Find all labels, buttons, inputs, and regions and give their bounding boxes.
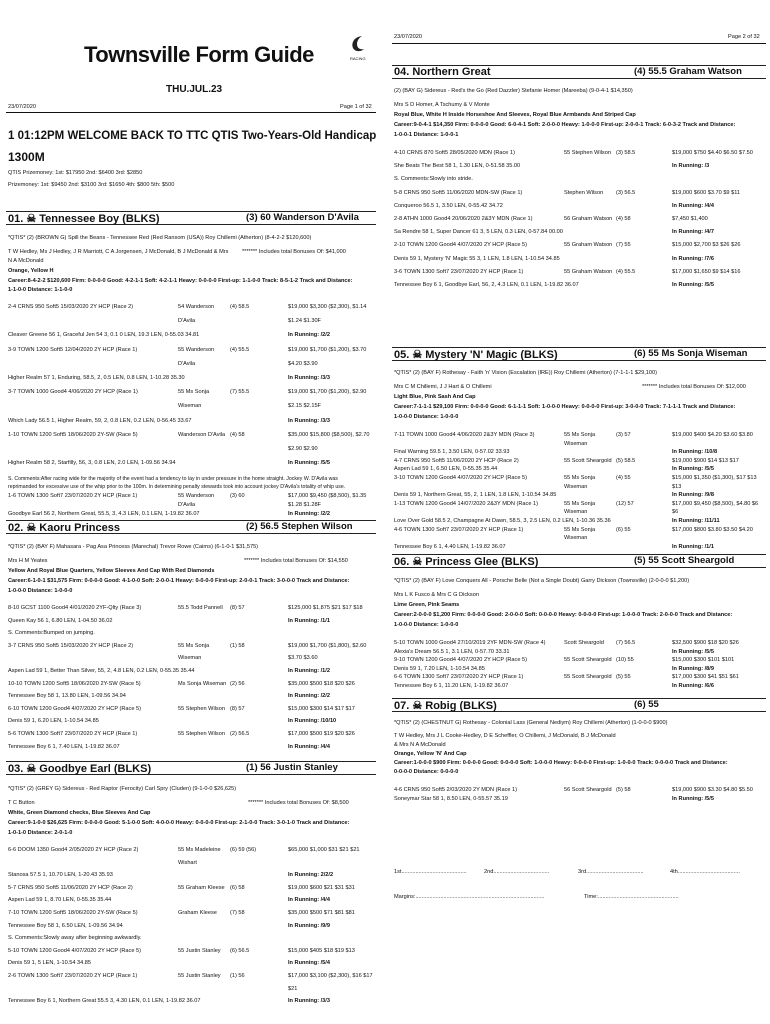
form-cell: (5) 55 — [616, 674, 631, 681]
first-place-field[interactable]: 1st.......................................... — [394, 869, 467, 875]
form-line: 2-4 CRNS 950 Soft5 15/03/2020 2Y HCP (Race 2) — [8, 304, 134, 310]
form-line: 3-7 TOWN 1000 Good4 4/06/2020 2Y HCP (Race 1) — [8, 389, 138, 396]
form-cell: 56 Scott Sheargold — [564, 787, 612, 793]
form-line: Denis 59 1, 7.20 LEN, 1-10.54 34.85 — [394, 665, 485, 672]
form-line: Conqueroo 56.5 1, 3.50 LEN, 0-55.42 34.72 — [394, 202, 503, 209]
form-cell: In Running: /5/4 — [288, 960, 330, 967]
form-cell: $125,000 $1,875 $21 $17 $18 — [288, 605, 363, 611]
form-cell: Ms Sonja Wiseman — [178, 680, 227, 687]
form-line: Aspen Lad 59 1, Better Than Silver, 55, 2, 4.8 LEN, 0.2 LEN, 0-55.35 35.44 — [8, 668, 195, 674]
form-line: Tennessee Boy 6 1, Northern Great 55.5 3, 4.30 LEN, 0.1 LEN, 1-19.82 36.07 — [8, 998, 201, 1005]
fourth-place-field[interactable]: 4th........................................ — [670, 869, 740, 875]
form-line: 7-10 TOWN 1200 Soft5 18/06/2020 2Y-SW (Race 5) — [8, 910, 138, 916]
form-cell: (6) 56.5 — [230, 947, 250, 954]
form-cell: D'Avila — [178, 318, 196, 325]
form-cell: 55 Ms Sonja — [178, 389, 210, 396]
form-cell: (4) 58 — [230, 431, 245, 438]
form-line: 6-6 DOOM 1350 Good4 2/05/2020 2Y HCP (Race 2) — [8, 847, 139, 853]
form-line: 6-10 TOWN 1200 Good4 4/07/2020 2Y HCP (Race 5) — [8, 705, 141, 712]
form-cell: 55 Stephen Wilson — [178, 731, 225, 737]
form-cell: In Running: /10/10 — [288, 718, 337, 725]
form-cell: 55 Justin Stanley — [178, 973, 221, 979]
form-line: S. Comments:Bumped on jumping. — [8, 630, 95, 637]
form-line: 3-7 CRNS 950 Soft5 15/03/2020 2Y HCP (Race 2) — [8, 642, 134, 649]
horse-career-cont: 1-0-0-0 Distance: 1-0-0-0 — [8, 588, 73, 594]
horse-rider: (4) 55.5 Graham Watson — [634, 66, 742, 77]
form-cell: 55 Scott Sheargold — [564, 674, 612, 681]
form-cell: (3) 60 — [230, 493, 245, 499]
form-line: Denis 59 1, Northern Great, 55, 2, 1 LEN, 1.8 LEN, 1-10.54 34.85 — [394, 492, 557, 499]
page-date: 23/07/2020 — [8, 104, 36, 110]
form-cell: $13 — [672, 483, 682, 490]
form-line: 2-10 TOWN 1200 Good4 4/07/2020 2Y HCP (Race 5) — [394, 242, 527, 249]
form-cell: (1) 56 — [230, 973, 245, 979]
horse-name: 07. ☠ Robig (BLKS) — [394, 700, 497, 712]
page-1 — [0, 0, 382, 1024]
logo-text: RACING — [350, 56, 366, 61]
form-cell: $15,000 $300 $101 $101 — [672, 657, 735, 664]
horse-career-cont: 1-0-1-0 Distance: 2-0-1-0 — [8, 830, 73, 836]
form-line: Tennessee Boy 6 1, 7.40 LEN, 1-19.82 36.07 — [8, 743, 120, 750]
form-cell: (8) 57 — [230, 705, 245, 712]
form-cell: (1) 58 — [230, 642, 245, 649]
form-cell: In Running: /1/1 — [288, 617, 330, 624]
third-place-field[interactable]: 3rd..................................... — [578, 869, 644, 875]
form-cell: $32,500 $900 $18 $20 $26 — [672, 640, 739, 646]
form-line: 3-6 TOWN 1300 Soft7 23/07/2020 2Y HCP (Race 1) — [394, 268, 524, 275]
horse-name: 05. ☠ Mystery 'N' Magic (BLKS) — [394, 349, 558, 361]
horse-rider: (6) 55 — [634, 699, 659, 710]
form-line: Goodbye Earl 56 2, Northern Great, 55.5, 3, 4.3 LEN, 0.1 LEN, 1-19.82 36.07 — [8, 511, 200, 517]
form-line: 10-10 TOWN 1200 Soft5 18/06/2020 2Y-SW (Race 5) — [8, 680, 141, 687]
horse-owners: T W Hedley, Mrs J L Cooke-Hedley, D E Scheffler, O Chillemi, J McDonald, B J McDonald — [394, 733, 616, 739]
form-cell: $19,000 $900 $3.30 $4.80 $5.50 — [672, 787, 753, 793]
horse-pedigree: *QTIS* (2) (GREY G) Sidereus - Red Raptor (Ferocity) Carl Spry (Cluden) (9-1-0-0 $26,625) — [8, 786, 237, 792]
form-line: 4-6 CRNS 950 Soft5 2/03/2020 2Y MDN (Race 1) — [394, 787, 518, 793]
form-cell: In Running: /3/3 — [288, 998, 330, 1005]
form-cell: $15,000 $2,700 $3 $26 $26 — [672, 242, 741, 249]
horse-colours: Light Blue, Pink Sash And Cap — [394, 394, 476, 400]
form-cell: $15,000 $1,350 ($1,300), $17 $13 — [672, 475, 757, 481]
form-cell: $17,000 $9,450 ($8,500), $1.35 — [288, 493, 367, 499]
form-cell: D'Avila — [178, 360, 196, 367]
horse-rider: (3) 60 Wanderson D'Avila — [246, 212, 359, 223]
form-line: Stanosa 57.5 1, 10.70 LEN, 1-20.43 35.93 — [8, 872, 113, 879]
form-line: Tennessee Boy 6 1, 11.20 LEN, 1-19.82 36.07 — [394, 683, 509, 689]
form-cell: $7,450 $1,400 — [672, 216, 708, 222]
form-line: 7-11 TOWN 1000 Good4 4/06/2020 2&3Y MDN (Race 3) — [394, 432, 535, 438]
form-line: Alexia's Dream 56.5 1, 3.1 LEN, 0-57.70 33.31 — [394, 648, 510, 655]
form-cell: (7) 56.5 — [616, 640, 636, 646]
form-cell: $17,000 $800 $3.80 $3.50 $4.20 — [672, 526, 753, 533]
form-cell: $35,000 $500 $18 $20 $26 — [288, 680, 355, 687]
horse-rider: (1) 56 Justin Stanley — [246, 762, 338, 773]
form-line: 5-6 TOWN 1300 Soft7 23/07/2020 2Y HCP (Race 1) — [8, 731, 138, 737]
form-line: 2-6 TOWN 1300 Soft7 23/07/2020 2Y HCP (Race 1) — [8, 973, 138, 979]
form-line: 4-10 CRNS 870 Soft5 28/05/2020 MDN (Race 1) — [394, 150, 515, 156]
form-line: Tennessee Boy 6 1, Goodbye Earl, 56, 2, 4.3 LEN, 0.1 LEN, 1-19.82 36.07 — [394, 282, 579, 288]
horse-bonus: ******* Includes total Bonuses Of: $12,000 — [642, 384, 746, 390]
horse-career-cont: 1-0-0-1 Distance: 1-0-0-1 — [394, 132, 459, 138]
form-cell: 55 Graham Kleese — [178, 884, 225, 891]
form-line: 9-10 TOWN 1200 Good4 4/07/2020 2Y HCP (Race 5) — [394, 657, 527, 664]
form-cell: In Running: /3 — [672, 163, 710, 170]
form-cell: In Running: /4/4 — [288, 743, 330, 750]
form-line: Love Over Gold 58.5 2, Champagne At Dawn, 58.5, 3, 2.5 LEN, 0.2 LEN, 1-10.36 35.36 — [394, 518, 611, 524]
prizemoney: Prizemoney: 1st: $9450 2nd: $3100 3rd: $1650 4th: $800 5th: $500 — [8, 182, 175, 188]
form-cell: Wiseman — [564, 535, 588, 542]
form-cell: 55 Scott Sheargold — [564, 657, 612, 664]
form-line: Sa Rendre 58 1, Super Dancer 61 3, 5 LEN, 0.3 LEN, 0-57.84 00.00 — [394, 229, 563, 236]
horse-owners: Mrs L K Fusco & Mrs C G Dickson — [394, 592, 479, 598]
form-cell: 55 Graham Watson — [564, 268, 613, 275]
form-line: 2-8 ATHN 1000 Good4 20/06/2020 2&3Y MDN (Race 1) — [394, 216, 533, 222]
form-cell: 55 Scott Sheargold — [564, 457, 612, 464]
horse-career: Career:2-0-0-0 $1,200 Firm: 0-0-0-0 Good: 2-0-0-0 Soft: 0-0-0-0 Heavy: 0-0-0-0 First-up: 1-0-0-0 Track: 2-0-0-0 Track and Distance: — [394, 612, 733, 618]
form-cell: (2) 56.5 — [230, 731, 250, 737]
form-cell: 55 Graham Watson — [564, 242, 613, 249]
steward-comment: S. Comments:After racing wide for the majority of the event had a tendency to lay in under pressure in the home straight. Jockey W. D'Avila was — [8, 476, 338, 482]
form-cell: (8) 57 — [230, 605, 245, 611]
horse-career-cont: 1-0-0-0 Distance: 1-0-0-0 — [394, 414, 459, 420]
page-2 — [388, 0, 770, 1024]
form-cell: $17,000 $1,650 $9 $14 $16 — [672, 268, 741, 275]
divider — [6, 112, 376, 113]
form-cell: (4) 55 — [616, 475, 631, 481]
form-cell: 55 Wanderson — [178, 346, 215, 353]
horse-career-cont: 1-0-0-0 Distance: 1-0-0-0 — [394, 622, 459, 628]
horse-owners-cont: N A McDonald — [8, 258, 44, 264]
form-cell: Wiseman — [178, 655, 202, 662]
horse-colours: Orange, Yellow H — [8, 268, 54, 274]
form-cell: 55.5 Todd Pannell — [178, 605, 223, 611]
horse-name: 04. Northern Great — [394, 66, 491, 78]
form-line: Tennessee Boy 58 1, 6.50 LEN, 1-09.56 34.94 — [8, 922, 123, 929]
form-cell: In Running: /1/1 — [672, 543, 714, 550]
form-cell: In Running: /5/5 — [672, 282, 714, 288]
horse-career: Career:1-0-0-0 $900 Firm: 0-0-0-0 Good: 0-0-0-0 Soft: 1-0-0-0 Heavy: 0-0-0-0 First-up: 1-0-0-0 Track: 0-0-0-0 Track and Distance: — [394, 760, 728, 766]
horse-name: 02. ☠ Kaoru Princess — [8, 522, 120, 534]
form-line: Higher Realm 57 1, Enduring, 58.5, 2, 0.5 LEN, 0.8 LEN, 1-10.28 35.30 — [8, 375, 185, 381]
horse-pedigree: *QTIS* (2) (BROWN G) Spill the Beans - Tennessee Red (Red Ransom (USA)) Roy Chillemi (Atherton) (8-4-2-2 $120,600) — [8, 235, 312, 241]
horse-colours: Lime Green, Pink Seams — [394, 602, 460, 608]
form-cell: (3) 57 — [616, 432, 631, 438]
horse-career: Career:9-1-0-0 $26,625 Firm: 0-0-0-0 Good: 5-1-0-0 Soft: 4-0-0-0 Heavy: 0-0-0-0 First-up: 2-1-0-0 Track: 3-0-1-0 Track and Distance: — [8, 820, 350, 826]
page-date: 23/07/2020 — [394, 34, 422, 40]
form-cell: $19,000 $400 $4.20 $3.60 $3.80 — [672, 432, 753, 438]
form-line: 5-10 TOWN 1200 Good4 4/07/2020 2Y HCP (Race 5) — [8, 947, 141, 954]
horse-bonus: ******* Includes total Bonuses Of: $41,000 — [242, 249, 346, 255]
form-cell: $3.70 $3.60 — [288, 655, 318, 662]
race-distance: 1300M — [8, 150, 45, 164]
form-cell: In Running: /9/9 — [288, 922, 330, 929]
form-line: 1-10 TOWN 1200 Soft5 18/06/2020 2Y-SW (Race 5) — [8, 431, 138, 438]
qtis-prizemoney: QTIS Prizemoney: 1st: $17950 2nd: $6400 3rd: $2850 — [8, 170, 143, 176]
form-cell: (2) 56 — [230, 680, 245, 687]
horse-name: 06. ☠ Princess Glee (BLKS) — [394, 556, 539, 568]
form-cell: In Running: /5/5 — [672, 466, 714, 473]
margins-field[interactable]: Margins:................................................................................... — [394, 894, 545, 900]
form-line: Queen Kay 56 1, 6.80 LEN, 1-04.50 36.02 — [8, 617, 113, 624]
horse-owners: Mrs S D Homer, A Tschumy & V Monte — [394, 102, 490, 108]
form-cell: Wiseman — [564, 440, 588, 447]
second-place-field[interactable]: 2nd.................................... — [484, 869, 550, 875]
form-line: 4-7 CRNS 950 Soft5 11/06/2020 2Y HCP (Race 2) — [394, 457, 519, 464]
horse-career: Career:6-1-0-1 $31,575 Firm: 0-0-0-0 Good: 4-1-0-0 Soft: 2-0-0-1 Heavy: 0-0-0-0 First-up: 2-0-0-1 Track: 3-0-0-0 Track and Distance: — [8, 578, 350, 584]
form-cell: Wiseman — [564, 509, 588, 516]
form-cell: (3) 56.5 — [616, 189, 636, 196]
horse-career-cont: 1-1-0-0 Distance: 1-1-0-0 — [8, 287, 73, 293]
form-cell: $17,000 $3,100 ($2,300), $16 $17 — [288, 973, 373, 979]
form-cell: (7) 55.5 — [230, 389, 250, 396]
form-line: 5-8 CRNS 950 Soft5 11/06/2020 MDN-SW (Race 1) — [394, 189, 523, 196]
form-cell: $1.28 $1.28F — [288, 502, 321, 508]
horse-colours: White, Green Diamond checks, Blue Sleeves And Cap — [8, 810, 151, 816]
horse-rider: (2) 56.5 Stephen Wilson — [246, 521, 353, 532]
form-line: 4-6 TOWN 1300 Soft7 23/07/2020 2Y HCP (Race 1) — [394, 526, 524, 533]
form-cell: $19,000 $600 $21 $31 $31 — [288, 884, 355, 891]
form-cell: $19,000 $900 $14 $13 $17 — [672, 457, 739, 464]
form-line: Tennessee Boy 58 1, 13.80 LEN, 1-09.56 34.94 — [8, 693, 126, 700]
form-line: Aspen Lad 59 1, 8.70 LEN, 0-55.35 35.44 — [8, 897, 112, 904]
form-cell: In Running: /2/2 — [288, 693, 330, 700]
form-cell: In Running: 2/2/2 — [288, 872, 334, 879]
horse-career: Career:9-0-4-1 $14,350 Firm: 0-0-0-0 Good: 6-0-4-1 Soft: 2-0-0-0 Heavy: 1-0-0-0 First-up: 2-0-0-1 Track: 6-0-3-2 Track and Distance: — [394, 122, 736, 128]
horse-pedigree: (2) (BAY G) Sidereus - Red's the Go (Red Dazzler) Stefanie Homer (Mareeba) (9-0-4-1 $14,350) — [394, 88, 633, 94]
form-cell: $15,000 $300 $14 $17 $17 — [288, 705, 355, 712]
form-cell: $19,000 $1,700 ($1,800), $2.60 — [288, 642, 367, 649]
form-line: Tennessee Boy 6 1, 4.40 LEN, 1-19.82 36.07 — [394, 543, 506, 550]
form-cell: (4) 58 — [616, 216, 631, 222]
form-cell: Wiseman — [564, 483, 588, 490]
form-cell: Wiseman — [178, 403, 202, 410]
date-heading: THU.JUL.23 — [166, 84, 223, 95]
horse-colours: Yellow And Royal Blue Quarters, Yellow Sleeves And Cap With Red Diamonds — [8, 568, 215, 574]
form-cell: In Running: /10/8 — [672, 449, 718, 456]
form-cell: In Running: /7/6 — [672, 255, 714, 262]
form-cell: (6) 59 (56) — [230, 847, 257, 853]
form-cell: In Running: /2/2 — [288, 511, 330, 517]
form-cell: Wishart — [178, 859, 197, 866]
form-line: Denis 59 1, Mystery 'N' Magic 55 3, 1 LEN, 1.8 LEN, 1-10.54 34.85 — [394, 255, 560, 262]
form-cell: In Running: /2/2 — [288, 332, 330, 339]
form-cell: 55 Stephen Wilson — [178, 705, 225, 712]
horse-name: 03. ☠ Goodbye Earl (BLKS) — [8, 763, 152, 775]
form-cell: 55 Ms Sonja — [564, 500, 596, 507]
form-cell: In Running: /3/3 — [288, 375, 330, 381]
form-cell: $35,000 $500 $71 $81 $81 — [288, 910, 355, 916]
form-line: Denis 59 1, 5 LEN, 1-10.54 34.85 — [8, 960, 92, 967]
form-cell: In Running: /8/9 — [672, 665, 714, 672]
form-cell: In Running: /11/11 — [672, 518, 720, 524]
form-cell: 55 Ms Sonja — [564, 432, 596, 438]
horse-pedigree: *QTIS* (2) (BAY F) Love Conquers All - Porsche Belle (Not a Single Doubt) Garry Dickson (Townsville) (2-0-0-0 $1,200) — [394, 578, 690, 584]
form-cell: 56 Graham Watson — [564, 216, 613, 222]
form-cell: $1.24 $1.30F — [288, 318, 321, 325]
form-cell: In Running: /3/3 — [288, 417, 330, 424]
form-line: 3-10 TOWN 1200 Good4 4/07/2020 2Y HCP (Race 5) — [394, 475, 527, 481]
form-cell: $35,000 $15,800 ($8,500), $2.70 — [288, 431, 370, 438]
form-line: 5-10 TOWN 1000 Good4 27/10/2019 2YF MDN-SW (Race 4) — [394, 640, 546, 646]
form-cell: In Running: /1/2 — [288, 668, 330, 674]
page-number: Page 2 of 32 — [728, 34, 760, 40]
form-line: She Beats The Best 58 1, 1.30 LEN, 0-51.58 35.00 — [394, 163, 521, 170]
form-cell: 55 Justin Stanley — [178, 947, 221, 954]
form-cell: In Running: /4/4 — [288, 897, 330, 904]
form-cell: $19,000 $1,700 ($1,200), $3.70 — [288, 346, 367, 353]
form-cell: In Running: /5/5 — [288, 460, 330, 467]
form-cell: Graham Kleese — [178, 910, 217, 916]
horse-rider: (6) 55 Ms Sonja Wiseman — [634, 348, 748, 359]
form-cell: (4) 58.5 — [230, 304, 250, 310]
horse-owners: Mrs H M Yeates — [8, 558, 48, 564]
form-cell: 55 Stephen Wilson — [564, 150, 611, 156]
divider — [392, 43, 766, 44]
form-cell: D'Avila — [178, 502, 196, 508]
form-cell: $21 — [288, 985, 298, 992]
horse-career-cont: 0-0-0-0 Distance: 0-0-0-0 — [394, 769, 459, 775]
form-cell: (5) 58.5 — [616, 457, 636, 464]
form-line: 5-7 CRNS 950 Soft5 11/06/2020 2Y HCP (Race 2) — [8, 884, 133, 891]
form-cell: $6 — [672, 509, 679, 516]
form-cell: $19,000 $3,300 ($2,300), $1.14 — [288, 304, 367, 310]
form-cell: Scott Sheargold — [564, 640, 604, 646]
form-line: Aspen Lad 59 1, 6.50 LEN, 0-55.35 35.44 — [394, 466, 498, 473]
horse-pedigree: *QTIS* (2) (BAY F) Mahasara - Pag Asa Princess (Marechal) Trevor Rowe (Cairns) (6-1-0-1 $31,575) — [8, 544, 259, 550]
horse-career: Career:7-1-1-1 $29,100 Firm: 0-0-0-0 Good: 6-1-1-1 Soft: 1-0-0-0 Heavy: 0-0-0-0 First-up: 3-0-0-0 Track: 7-1-1-1 Track and Distance: — [394, 404, 736, 410]
form-cell: $19,000 $600 $3.70 $9 $11 — [672, 189, 741, 196]
time-field[interactable]: Time:.................................................... — [584, 894, 679, 900]
horse-owners: T W Hedley, Ms J Hedley, J R Marriott, C A Jorgensen, J McDonald, B J McDonald & Mrs — [8, 249, 229, 255]
form-cell: (6) 58 — [230, 884, 245, 891]
form-cell: $17,000 $300 $41 $51 $61 — [672, 674, 739, 681]
form-cell: (10) 55 — [616, 657, 634, 664]
form-cell: $15,000 $405 $18 $19 $13 — [288, 947, 355, 954]
form-cell: $4.20 $3.90 — [288, 360, 318, 367]
form-cell: $19,000 $1,700 ($1,200), $2.90 — [288, 389, 367, 396]
form-line: 8-10 GCST 1100 Good4 4/01/2020 2YF-Qlty (Race 3) — [8, 605, 142, 611]
horse-owners-cont: & Mrs N A McDonald — [394, 742, 446, 748]
horse-owners: T C Button — [8, 800, 35, 806]
form-cell: In Running: /5/5 — [672, 648, 714, 655]
horse-bonus: ******* Includes total Bonuses Of: $8,500 — [248, 800, 349, 806]
form-cell: $19,000 $750 $4.40 $6.50 $7.50 — [672, 150, 753, 156]
horse-rider: (5) 55 Scott Sheargold — [634, 555, 735, 566]
form-cell: (3) 58.5 — [616, 150, 636, 156]
page-number: Page 1 of 32 — [340, 104, 372, 110]
form-line: 1-6 TOWN 1300 Soft7 23/07/2020 2Y HCP (Race 1) — [8, 493, 138, 499]
form-line: S. Comments:Slowly away after beginning awkwardly. — [8, 935, 142, 942]
form-cell: In Running: /4/4 — [672, 202, 714, 209]
form-cell: In Running: /4/7 — [672, 229, 714, 236]
form-line: Which Lady 56.5 1, Higher Realm, 59, 2, 0.8 LEN, 0.2 LEN, 0-56.45 33.67 — [8, 417, 192, 424]
form-cell: Wanderson D'Avila — [178, 431, 226, 438]
horse-pedigree: *QTIS* (2) (BAY F) Rothesay - Faith 'n' Vision (Escalation (IRE)) Roy Chillemi (Atherton) (7-1-1-1 $29,100) — [394, 370, 657, 376]
form-cell: In Running: /9/8 — [672, 492, 714, 499]
steward-comment-cont: reprimanded for excessive use of the whip prior to the 100m. In determining penalty stewards took into account jockey D'Avila's totality of whip use. — [8, 484, 346, 490]
form-cell: $2.15 $2.15F — [288, 403, 321, 410]
form-cell: $17,000 $500 $19 $20 $26 — [288, 731, 355, 737]
form-line: 1-13 TOWN 1200 Good4 14/07/2020 2&3Y MDN (Race 1) — [394, 500, 538, 507]
form-line: 3-9 TOWN 1200 Soft5 12/04/2020 2Y HCP (Race 1) — [8, 346, 138, 353]
form-cell: 55 Ms Sonja — [564, 475, 596, 481]
form-cell: In Running: /5/5 — [672, 796, 714, 802]
horse-career: Career:8-4-2-2 $120,600 Firm: 0-0-0-0 Good: 4-2-1-1 Soft: 4-2-1-1 Heavy: 0-0-0-0 First-up: 1-1-0-0 Track: 8-5-1-2 Track and Distance: — [8, 278, 353, 284]
form-cell: In Running: /6/6 — [672, 683, 714, 689]
form-line: Denis 59 1, 6.20 LEN, 1-10.54 34.85 — [8, 718, 99, 725]
form-line: Final Warning 59.5 1, 3.50 LEN, 0-57.02 33.93 — [394, 449, 510, 456]
form-cell: Stephen Wilson — [564, 189, 604, 196]
form-cell: $2.90 $2.90 — [288, 446, 318, 452]
race-title: 1 01:12PM WELCOME BACK TO TTC QTIS Two-Years-Old Handicap — [8, 128, 377, 142]
form-cell: (6) 55 — [616, 526, 631, 533]
form-cell: $17,000 $9,450 ($8,500), $4.80 $6 — [672, 500, 759, 507]
horse-owners: Mrs C M Chillemi, J J Hart & O Chillemi — [394, 384, 492, 390]
form-cell: (5) 58 — [616, 787, 631, 793]
horse-name: 01. ☠ Tennessee Boy (BLKS) — [8, 213, 160, 225]
form-cell: 54 Wanderson — [178, 304, 215, 310]
horse-bonus: ******* Includes total Bonuses Of: $14,550 — [244, 558, 348, 564]
horse-colours: Royal Blue, White H Inside Horseshoe And Sleeves, Royal Blue Armbands And Striped Cap — [394, 112, 636, 118]
form-cell: (7) 58 — [230, 910, 245, 916]
form-cell: 55 Wanderson — [178, 493, 215, 499]
form-line: Cleaver Greene 56 1, Graceful Jen 54 3, 0.1 0 LEN, 19.3 LEN, 0-55.03 34.81 — [8, 332, 200, 339]
form-cell: (4) 55.5 — [230, 346, 250, 353]
form-cell: (7) 55 — [616, 242, 631, 249]
form-cell: $65,000 $1,000 $31 $21 $21 — [288, 847, 360, 853]
horse-colours: Orange, Yellow 'N' And Cap — [394, 751, 467, 757]
form-line: S. Comments:Slowly into stride. — [394, 176, 473, 183]
form-cell: 55 Ms Sonja — [564, 526, 596, 533]
guide-title: Townsville Form Guide — [84, 42, 314, 67]
horse-pedigree: *QTIS* (2) (CHESTNUT G) Rothesay - Colonial Lass (General Nediym) Roy Chillemi (Atherton) (1-0-0-0 $900) — [394, 720, 668, 726]
form-cell: (12) 57 — [616, 500, 634, 507]
form-cell: 55 Ms Madeleine — [178, 847, 221, 853]
form-cell: 55 Ms Sonja — [178, 642, 210, 649]
form-line: Soneymar Star 58 1, 8.50 LEN, 0-55.57 35.19 — [394, 796, 508, 802]
form-line: 6-6 TOWN 1300 Soft7 23/07/2020 2Y HCP (Race 1) — [394, 674, 524, 681]
form-line: Higher Realm 58 2, Starfilly, 56, 3, 0.8 LEN, 2.0 LEN, 1-09.56 34.94 — [8, 460, 176, 467]
form-cell: (4) 55.5 — [616, 268, 636, 275]
